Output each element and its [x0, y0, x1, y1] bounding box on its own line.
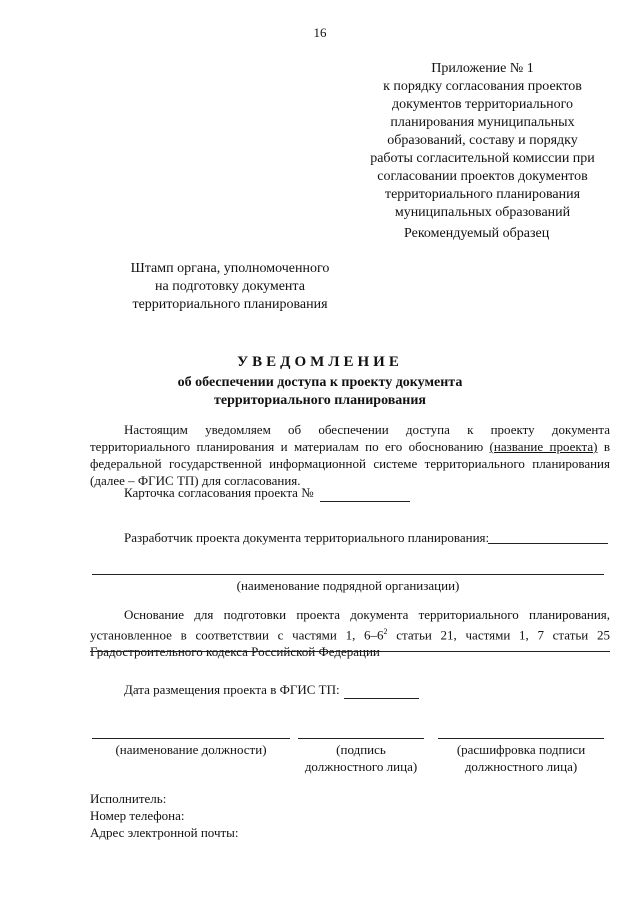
appendix-line: согласовании проектов документов	[377, 169, 588, 184]
basis-text-2: статьи 21, частями 1, 7 статьи 25 Градостроительного кодекса Российской Федерации	[90, 627, 610, 660]
notice-paragraph	[90, 421, 610, 489]
stamp-line: территориального планирования	[132, 297, 328, 312]
developer-field[interactable]	[488, 530, 608, 544]
executor-label: Исполнитель:	[90, 791, 167, 806]
page-number: 16	[313, 25, 327, 40]
appendix-line: работы согласительной комиссии при	[370, 151, 595, 166]
signature-field[interactable]	[298, 738, 424, 739]
signature-caption	[286, 741, 436, 775]
date-label: Дата размещения проекта в ФГИС ТП:	[124, 682, 340, 697]
developer-label: Разработчик проекта документа территориального планирования:	[124, 530, 490, 545]
executor-block	[90, 790, 239, 841]
decoding-caption	[438, 741, 604, 775]
subtitle-line: территориального планирования	[214, 393, 426, 408]
appendix-title: Приложение № 1	[431, 61, 534, 76]
document-title: УВЕДОМЛЕНИЕ	[237, 354, 403, 370]
signature-caption-line: (подпись	[336, 742, 386, 757]
stamp-line: на подготовку документа	[155, 279, 305, 294]
basis-superscript: 2	[383, 627, 388, 636]
decoding-caption-line: должностного лица)	[464, 759, 578, 774]
contractor-field[interactable]	[92, 574, 604, 575]
signature-caption-line: должностного лица)	[304, 759, 418, 774]
appendix-line: к порядку согласования проектов	[383, 79, 582, 94]
position-field[interactable]	[92, 738, 290, 739]
card-label: Карточка согласования проекта №	[124, 485, 314, 500]
basis-paragraph	[90, 606, 610, 660]
notice-text-after: в федеральной государственной информационной системе территориального планирования (далее – ФГИС ТП) для согласования.	[90, 439, 611, 488]
signature-decoding-field[interactable]	[438, 738, 604, 739]
sample-label: Рекомендуемый образец	[404, 226, 550, 241]
appendix-line: образований, составу и порядку	[387, 133, 578, 148]
card-number-field[interactable]	[320, 485, 410, 502]
stamp-block	[110, 260, 350, 314]
card-row	[124, 485, 410, 502]
basis-underline	[90, 651, 610, 652]
appendix-header	[355, 60, 610, 222]
contractor-caption: (наименование подрядной организации)	[236, 578, 460, 593]
appendix-line: муниципальных образований	[394, 205, 571, 220]
position-caption: (наименование должности)	[115, 742, 267, 757]
stamp-line: Штамп органа, уполномоченного	[130, 261, 330, 276]
project-name-placeholder: (название проекта)	[489, 439, 598, 454]
date-row	[124, 682, 419, 699]
appendix-line: планирования муниципальных	[390, 115, 575, 130]
appendix-line: территориального планирования	[384, 187, 581, 202]
subtitle-line: об обеспечении доступа к проекту документа	[177, 375, 463, 390]
document-subtitle	[150, 374, 490, 410]
date-field[interactable]	[344, 682, 419, 699]
appendix-line: документов территориального	[392, 97, 573, 112]
email-label: Адрес электронной почты:	[90, 825, 239, 840]
notice-text-before: Настоящим уведомляем об обеспечении доступа к проекту документа территориального планирования и материалам по его обоснованию	[90, 422, 610, 454]
phone-label: Номер телефона:	[90, 808, 185, 823]
decoding-caption-line: (расшифровка подписи	[456, 742, 586, 757]
basis-text-1: Основание для подготовки проекта документа территориального планирования, установленное в соответствии с частями 1, 6–6	[90, 607, 610, 643]
